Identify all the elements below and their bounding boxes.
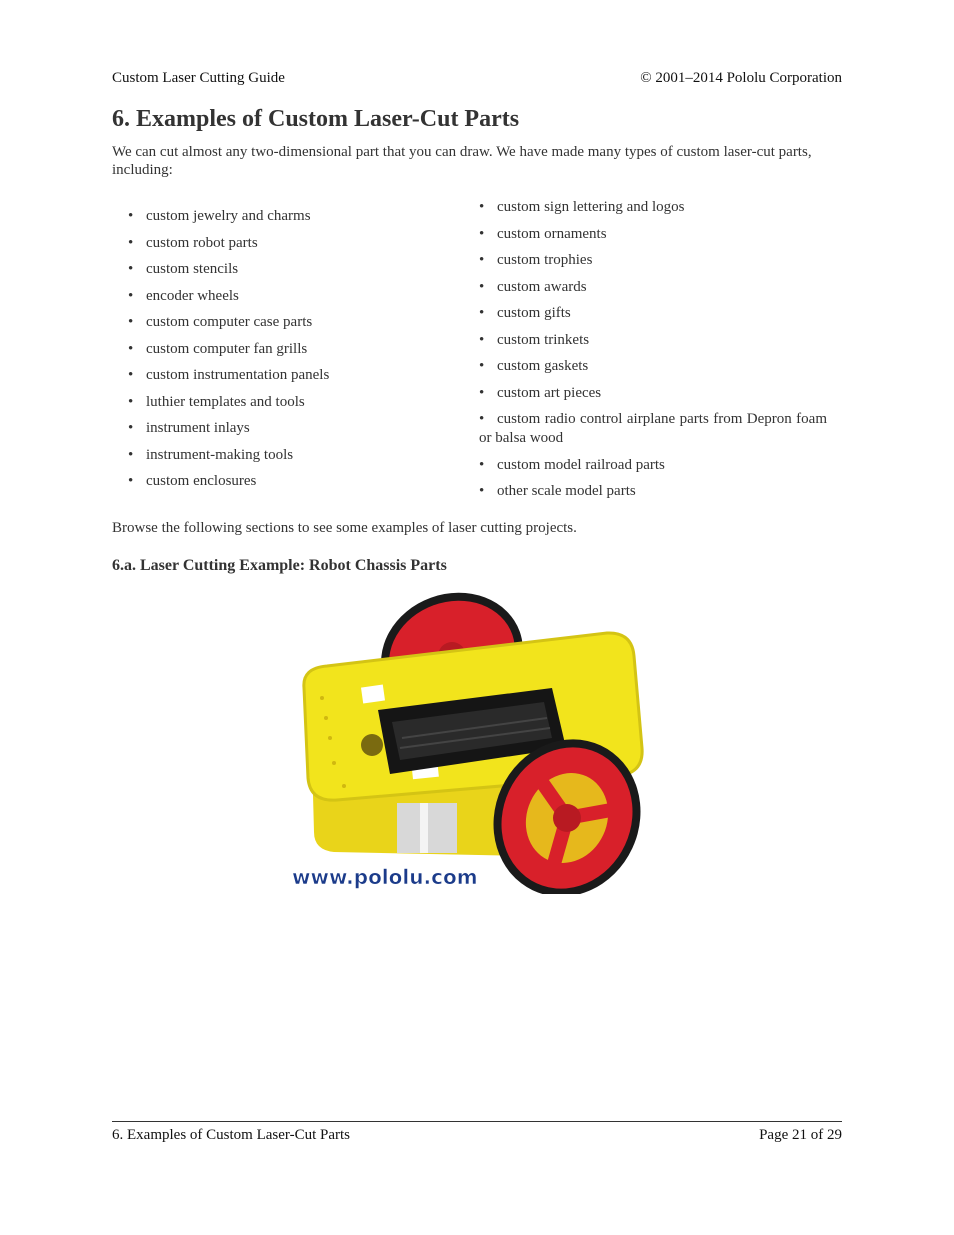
subsection-title: 6.a. Laser Cutting Example: Robot Chassis Parts (112, 557, 447, 574)
running-footer-section: 6. Examples of Custom Laser-Cut Parts (112, 1127, 351, 1143)
list-item: • custom stencils (128, 260, 448, 279)
list-item: • custom computer case parts (128, 313, 448, 332)
list-item: • custom ornaments (479, 225, 827, 244)
bullet-glyph: • (479, 411, 485, 427)
list-item: • custom trophies (479, 251, 827, 270)
list-item: • custom instrumentation panels (128, 366, 448, 385)
running-header-copyright: © 2001–2014 Pololu Corporation (640, 70, 842, 86)
section-title: 6. Examples of Custom Laser-Cut Parts (112, 106, 520, 132)
parts-list-right (479, 198, 827, 509)
list-item: • custom computer fan grills (128, 340, 448, 359)
section-intro: We can cut almost any two-dimensional part that you can draw. We have made many types of custom laser-cut parts, including: (112, 144, 812, 178)
footer-rule (112, 1121, 842, 1122)
list-item: • custom robot parts (128, 234, 448, 253)
list-item: • custom trinkets (479, 331, 827, 350)
list-item-text: custom radio control airplane parts from Depron foam or balsa wood (479, 411, 827, 446)
list-item: • custom awards (479, 278, 827, 297)
watermark-text: www.pololu.com (292, 865, 478, 889)
browse-text: Browse the following sections to see some examples of laser cutting projects. (112, 520, 577, 536)
page-number: Page 21 of 29 (759, 1127, 842, 1143)
list-item: • luthier templates and tools (128, 393, 448, 412)
list-item: • other scale model parts (479, 482, 827, 501)
list-item: • custom enclosures (128, 472, 448, 491)
robot-chassis-illustration (282, 588, 672, 894)
list-item: • instrument inlays (128, 419, 448, 438)
list-item-wrapped (479, 410, 827, 448)
robot-chassis-photo (282, 588, 672, 894)
list-item: • custom gifts (479, 304, 827, 323)
list-item: • custom model railroad parts (479, 456, 827, 475)
parts-list-left (128, 207, 448, 499)
list-item: • encoder wheels (128, 287, 448, 306)
list-item: • custom gaskets (479, 357, 827, 376)
running-header-title: Custom Laser Cutting Guide (112, 70, 285, 86)
list-item: • instrument-making tools (128, 446, 448, 465)
list-item: • custom jewelry and charms (128, 207, 448, 226)
list-item: • custom sign lettering and logos (479, 198, 827, 217)
list-item: • custom art pieces (479, 384, 827, 403)
